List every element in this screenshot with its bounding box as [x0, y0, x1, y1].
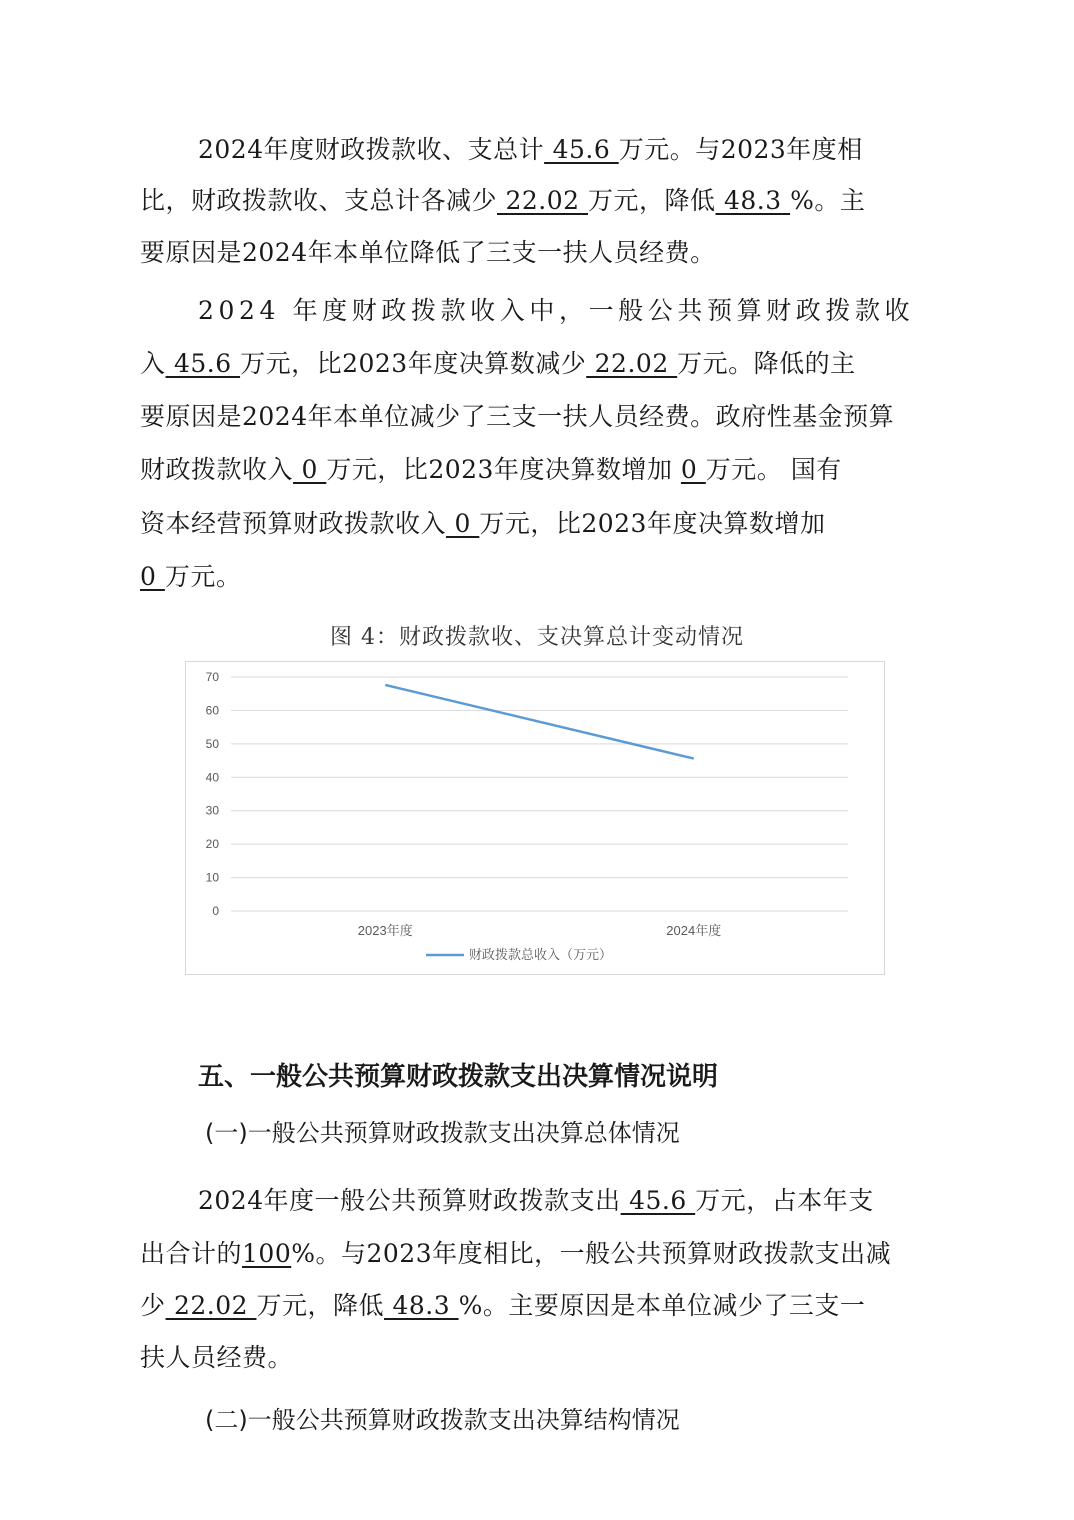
- text: 万元，比2023年度决算数增加: [326, 455, 681, 484]
- y-tick-label: 50: [205, 736, 219, 751]
- text: 万元，占本年支: [695, 1186, 874, 1215]
- text: 万元。降低的主: [677, 349, 856, 378]
- text: 万元，降低: [587, 186, 716, 215]
- text: 财政拨款收入: [140, 455, 294, 484]
- text: 万元，比2023年度决算数减少: [240, 349, 587, 378]
- decrease-value: 22.02: [165, 1291, 257, 1320]
- text: 要原因是2024年本单位减少了三支一扶人员经费。政府性基金预算: [140, 402, 895, 431]
- text: 万元。: [164, 562, 242, 591]
- p2-line5: [140, 509, 825, 539]
- line-chart: [185, 661, 885, 975]
- p2-line6: [140, 562, 241, 592]
- y-tick-label: 20: [205, 837, 219, 852]
- percent-value: 48.3: [384, 1291, 459, 1320]
- text: 2024年度一般公共预算财政拨款支出: [198, 1186, 621, 1215]
- figure-caption: 图 4：财政拨款收、支决算总计变动情况: [330, 625, 744, 650]
- series-line: [385, 685, 694, 759]
- y-tick-label: 60: [205, 703, 219, 718]
- text: 万元，降低: [256, 1291, 384, 1320]
- percent-value: 48.3: [715, 186, 791, 215]
- text: 2024年度财政拨款收、支总计: [198, 135, 545, 164]
- p3-line3: [140, 1291, 865, 1321]
- legend-label: 财政拨款总收入（万元）: [469, 947, 613, 962]
- p1-line1: [198, 135, 863, 165]
- p2-line1: [198, 296, 914, 326]
- p2-line3: [140, 402, 894, 432]
- p3-line4: [140, 1343, 293, 1373]
- text: 出合计的: [140, 1239, 243, 1268]
- text: 万元，比2023年度决算数增加: [479, 509, 826, 538]
- fund-increase-value: 0: [680, 455, 706, 484]
- general-budget-value: 45.6: [165, 349, 241, 378]
- p3-line2: [140, 1239, 891, 1269]
- text: 入: [140, 349, 166, 378]
- x-tick-label: 2023年度: [357, 923, 413, 938]
- p1-line2: [140, 186, 865, 216]
- text: 要原因是2024年本单位降低了三支一扶人员经费。: [140, 238, 716, 267]
- expenditure-value: 45.6: [620, 1186, 696, 1215]
- p1-line3: [140, 238, 716, 268]
- p3-line1: [198, 1186, 874, 1216]
- text: 扶人员经费。: [140, 1343, 294, 1372]
- chart-svg: [186, 662, 884, 974]
- y-tick-label: 70: [205, 670, 219, 684]
- text: 少: [140, 1291, 166, 1320]
- text: 万元。与2023年度相: [618, 135, 863, 164]
- text: 2024 年度财政拨款收入中，一般公共预算财政拨款收: [198, 296, 915, 325]
- text: %。主要原因是本单位减少了三支一: [458, 1291, 866, 1320]
- capital-increase-value: 0: [140, 562, 165, 591]
- text: %。主: [790, 186, 866, 215]
- y-tick-label: 0: [212, 904, 219, 918]
- x-tick-label: 2024年度: [666, 923, 722, 938]
- text: 万元。 国有: [705, 455, 842, 484]
- text: %。与2023年度相比，一般公共预算财政拨款支出减: [291, 1239, 892, 1268]
- p2-line4: [140, 455, 842, 485]
- text: 比，财政拨款收、支总计各减少: [140, 186, 498, 215]
- decrease-value: 22.02: [586, 349, 678, 378]
- capital-budget-value: 0: [446, 509, 480, 538]
- fund-budget-value: 0: [293, 455, 327, 484]
- subsection-title-1: (一)一般公共预算财政拨款支出决算总体情况: [205, 1119, 680, 1147]
- share-value: 100: [242, 1239, 292, 1268]
- y-tick-label: 40: [205, 770, 219, 785]
- decrease-value: 22.02: [497, 186, 588, 215]
- subsection-title-2: (二)一般公共预算财政拨款支出决算结构情况: [205, 1406, 680, 1434]
- text: 资本经营预算财政拨款收入: [140, 509, 447, 538]
- total-value: 45.6: [544, 135, 619, 164]
- p2-line2: [140, 349, 856, 379]
- y-tick-label: 30: [205, 803, 219, 818]
- section-title: 五、一般公共预算财政拨款支出决算情况说明: [198, 1062, 719, 1092]
- y-tick-label: 10: [205, 870, 219, 885]
